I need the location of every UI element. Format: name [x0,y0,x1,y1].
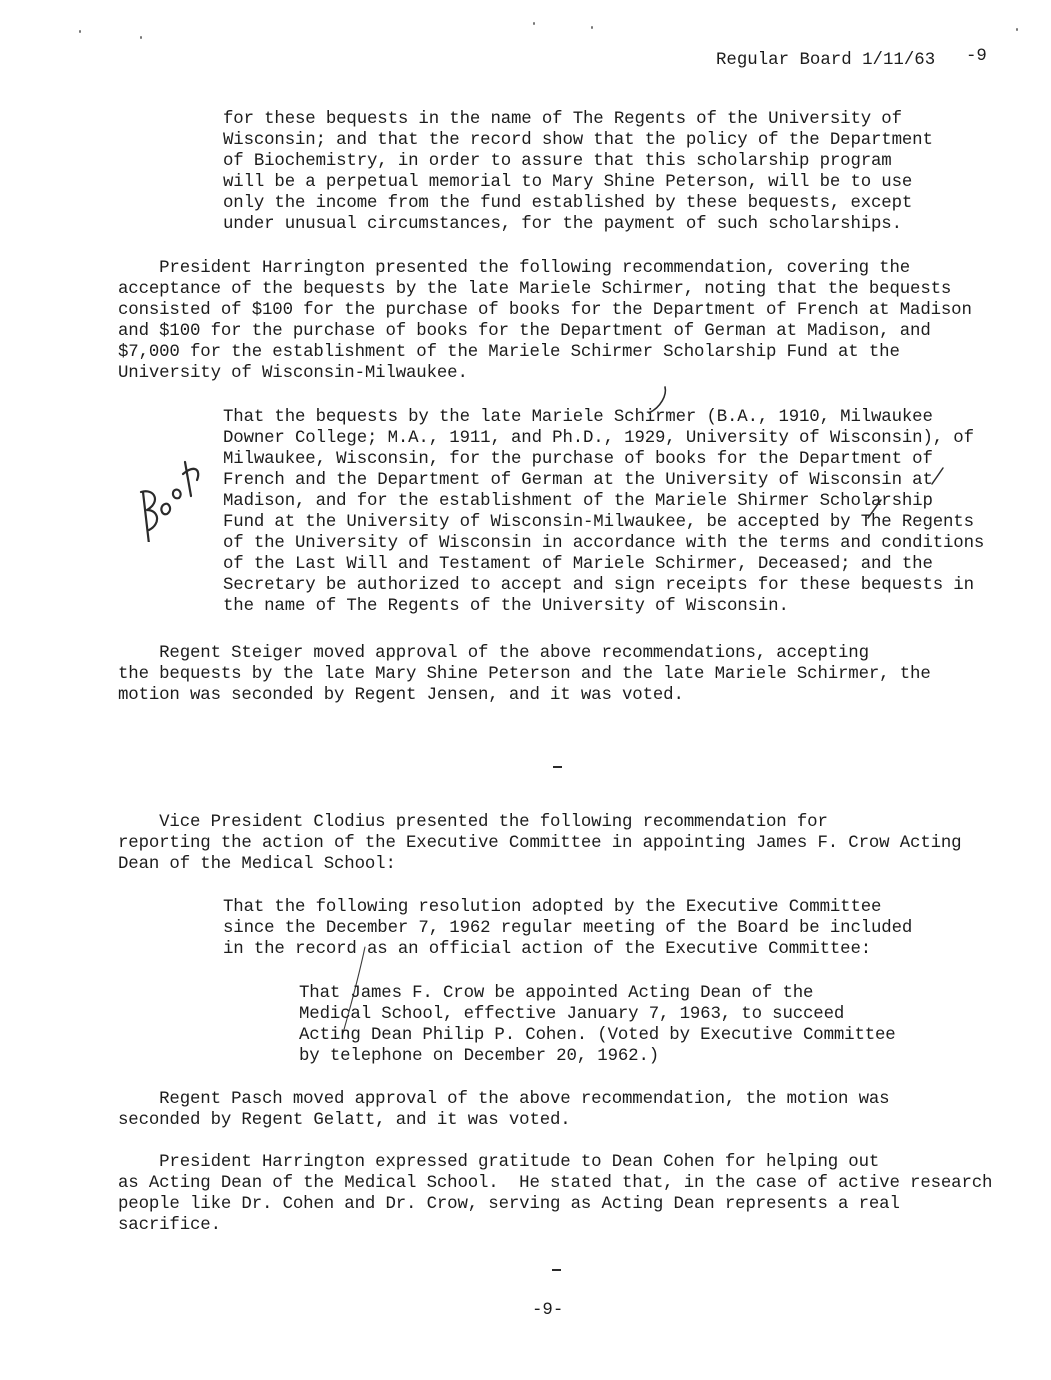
text-line: That James F. Crow be appointed Acting Dean of the [299,984,814,1003]
text-line: of the University of Wisconsin in accordance with the terms and conditions [223,534,985,553]
text-line: sacrifice. [118,1216,221,1235]
text-line: Acting Dean Philip P. Cohen. (Voted by Executive Committee [299,1026,896,1045]
text-line: since the December 7, 1962 regular meeting of the Board be included [223,919,913,938]
page-number: -9- [532,1301,564,1320]
text-line: French and the Department of German at the University of Wisconsin at [223,471,933,490]
text-line: Fund at the University of Wisconsin-Milwaukee, be accepted by The Regents [223,513,974,532]
scan-speck [591,26,593,29]
text-line: the bequests by the late Mary Shine Peterson and the late Mariele Schirmer, the [118,665,931,684]
text-line: Downer College; M.A., 1911, and Ph.D., 1929, University of Wisconsin), of [223,429,974,448]
section-separator-dash [553,766,562,768]
text-line: Milwaukee, Wisconsin, for the purchase of books for the Department of [223,450,933,469]
scan-speck [140,36,142,39]
text-line: Secretary be authorized to accept and sign receipts for these bequests in [223,576,974,595]
text-line: Regent Steiger moved approval of the above recommendations, accepting [118,644,869,663]
header-title: Regular Board 1/11/63 [716,51,936,70]
section-separator-dash [552,1269,561,1271]
text-line: Medical School, effective January 7, 1963, to succeed [299,1005,845,1024]
text-line: for these bequests in the name of The Regents of the University of [223,110,902,129]
text-line: acceptance of the bequests by the late Mariele Schirmer, noting that the bequests [118,280,952,299]
scan-speck [533,22,535,25]
pen-check-mark [643,385,673,415]
text-line: will be a perpetual memorial to Mary Shine Peterson, will be to use [223,173,913,192]
text-line: seconded by Regent Gelatt, and it was voted. [118,1111,571,1130]
text-line: as Acting Dean of the Medical School. He stated that, in the case of active research [118,1174,993,1193]
handwritten-margin-note [125,452,205,542]
text-line: President Harrington expressed gratitude to Dean Cohen for helping out [118,1153,880,1172]
text-line: President Harrington presented the following recommendation, covering the [118,259,911,278]
text-line: That the bequests by the late Mariele Schirmer (B.A., 1910, Milwaukee [223,408,933,427]
text-line: people like Dr. Cohen and Dr. Crow, serving as Acting Dean represents a real [118,1195,900,1214]
header-page-mark: -9 [966,47,987,66]
scan-speck [79,30,81,33]
text-line: consisted of $100 for the purchase of books for the Department of French at Madison [118,301,972,320]
pen-tick-mark [928,466,948,486]
text-line: Vice President Clodius presented the following recommendation for [118,813,828,832]
text-line: That the following resolution adopted by the Executive Committee [223,898,882,917]
text-line: of Biochemistry, in order to assure that this scholarship program [223,152,892,171]
text-line: motion was seconded by Regent Jensen, and it was voted. [118,686,684,705]
text-line: reporting the action of the Executive Committee in appointing James F. Crow Acting [118,834,962,853]
text-line: under unusual circumstances, for the payment of such scholarships. [223,215,902,234]
text-line: by telephone on December 20, 1962.) [299,1047,660,1066]
text-line: Wisconsin; and that the record show that the policy of the Department [223,131,933,150]
text-line: Regent Pasch moved approval of the above recommendation, the motion was [118,1090,890,1109]
text-line: in the record as an official action of the Executive Committee: [223,940,872,959]
text-line: University of Wisconsin-Milwaukee. [118,364,468,383]
pen-tick-mark [865,498,885,520]
text-line: and $100 for the purchase of books for the Department of German at Madison, and [118,322,931,341]
text-line: Madison, and for the establishment of the Mariele Shirmer Scholarship [223,492,933,511]
text-line: only the income from the fund established by these bequests, except [223,194,913,213]
text-line: $7,000 for the establishment of the Mariele Schirmer Scholarship Fund at the [118,343,900,362]
text-line: Dean of the Medical School: [118,855,396,874]
text-line: of the Last Will and Testament of Mariele Schirmer, Deceased; and the [223,555,933,574]
scan-speck [1016,28,1018,31]
text-line: the name of The Regents of the University of Wisconsin. [223,597,789,616]
